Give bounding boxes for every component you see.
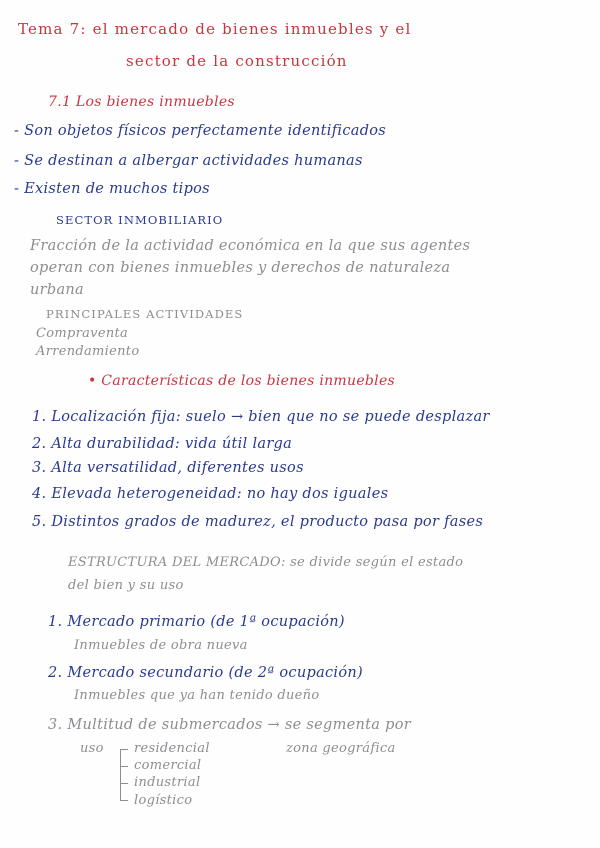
brace-tick — [120, 783, 128, 784]
page-title-line-2: sector de la construcción — [126, 52, 348, 70]
uso-option: industrial — [134, 775, 201, 790]
mercado-item: 1. Mercado primario (de 1ª ocupación) — [48, 614, 345, 630]
uso-label: uso — [80, 741, 104, 756]
caracteristica-item: 3. Alta versatilidad, diferentes usos — [32, 460, 304, 476]
caracteristica-item: 2. Alta durabilidad: vida útil larga — [32, 436, 293, 452]
caracteristica-item: 4. Elevada heterogeneidad: no hay dos iguales — [32, 486, 389, 502]
sector-definition-line: urbana — [30, 282, 84, 298]
section-heading-bienes: 7.1 Los bienes inmuebles — [48, 94, 235, 110]
caracteristica-item: 1. Localización fija: suelo → bien que no se puede desplazar — [32, 409, 490, 425]
bullet-item: - Se destinan a albergar actividades humanas — [14, 153, 363, 169]
caracteristicas-heading: • Características de los bienes inmuebles — [88, 373, 396, 389]
actividades-heading: PRINCIPALES ACTIVIDADES — [46, 307, 244, 321]
page-title-line-1: Tema 7: el mercado de bienes inmuebles y el — [18, 20, 412, 38]
uso-option: residencial — [134, 741, 210, 756]
mercado-detail: Inmuebles de obra nueva — [74, 638, 248, 653]
actividad-item: Arrendamiento — [36, 344, 140, 359]
estructura-heading: ESTRUCTURA DEL MERCADO: se divide según el estado — [68, 555, 464, 570]
zona-geografica-label: zona geográfica — [286, 741, 396, 756]
caracteristica-item: 5. Distintos grados de madurez, el producto pasa por fases — [32, 514, 484, 530]
uso-brace — [120, 749, 121, 801]
brace-tick — [120, 800, 128, 801]
uso-option: logístico — [134, 793, 193, 808]
bullet-item: - Son objetos físicos perfectamente identificados — [14, 123, 387, 139]
actividad-item: Compraventa — [36, 326, 129, 341]
brace-tick — [120, 749, 128, 750]
estructura-heading-cont: del bien y su uso — [68, 578, 184, 593]
bullet-item: - Existen de muchos tipos — [14, 181, 210, 197]
mercado-detail: Inmuebles que ya han tenido dueño — [74, 688, 320, 703]
sector-heading: SECTOR INMOBILIARIO — [56, 213, 224, 227]
sector-definition-line: operan con bienes inmuebles y derechos de naturaleza — [30, 260, 451, 276]
mercado-item: 3. Multitud de submercados → se segmenta por — [48, 717, 411, 733]
mercado-item: 2. Mercado secundario (de 2ª ocupación) — [48, 665, 363, 681]
brace-tick — [120, 766, 128, 767]
sector-definition-line: Fracción de la actividad económica en la que sus agentes — [30, 238, 471, 254]
uso-option: comercial — [134, 758, 202, 773]
